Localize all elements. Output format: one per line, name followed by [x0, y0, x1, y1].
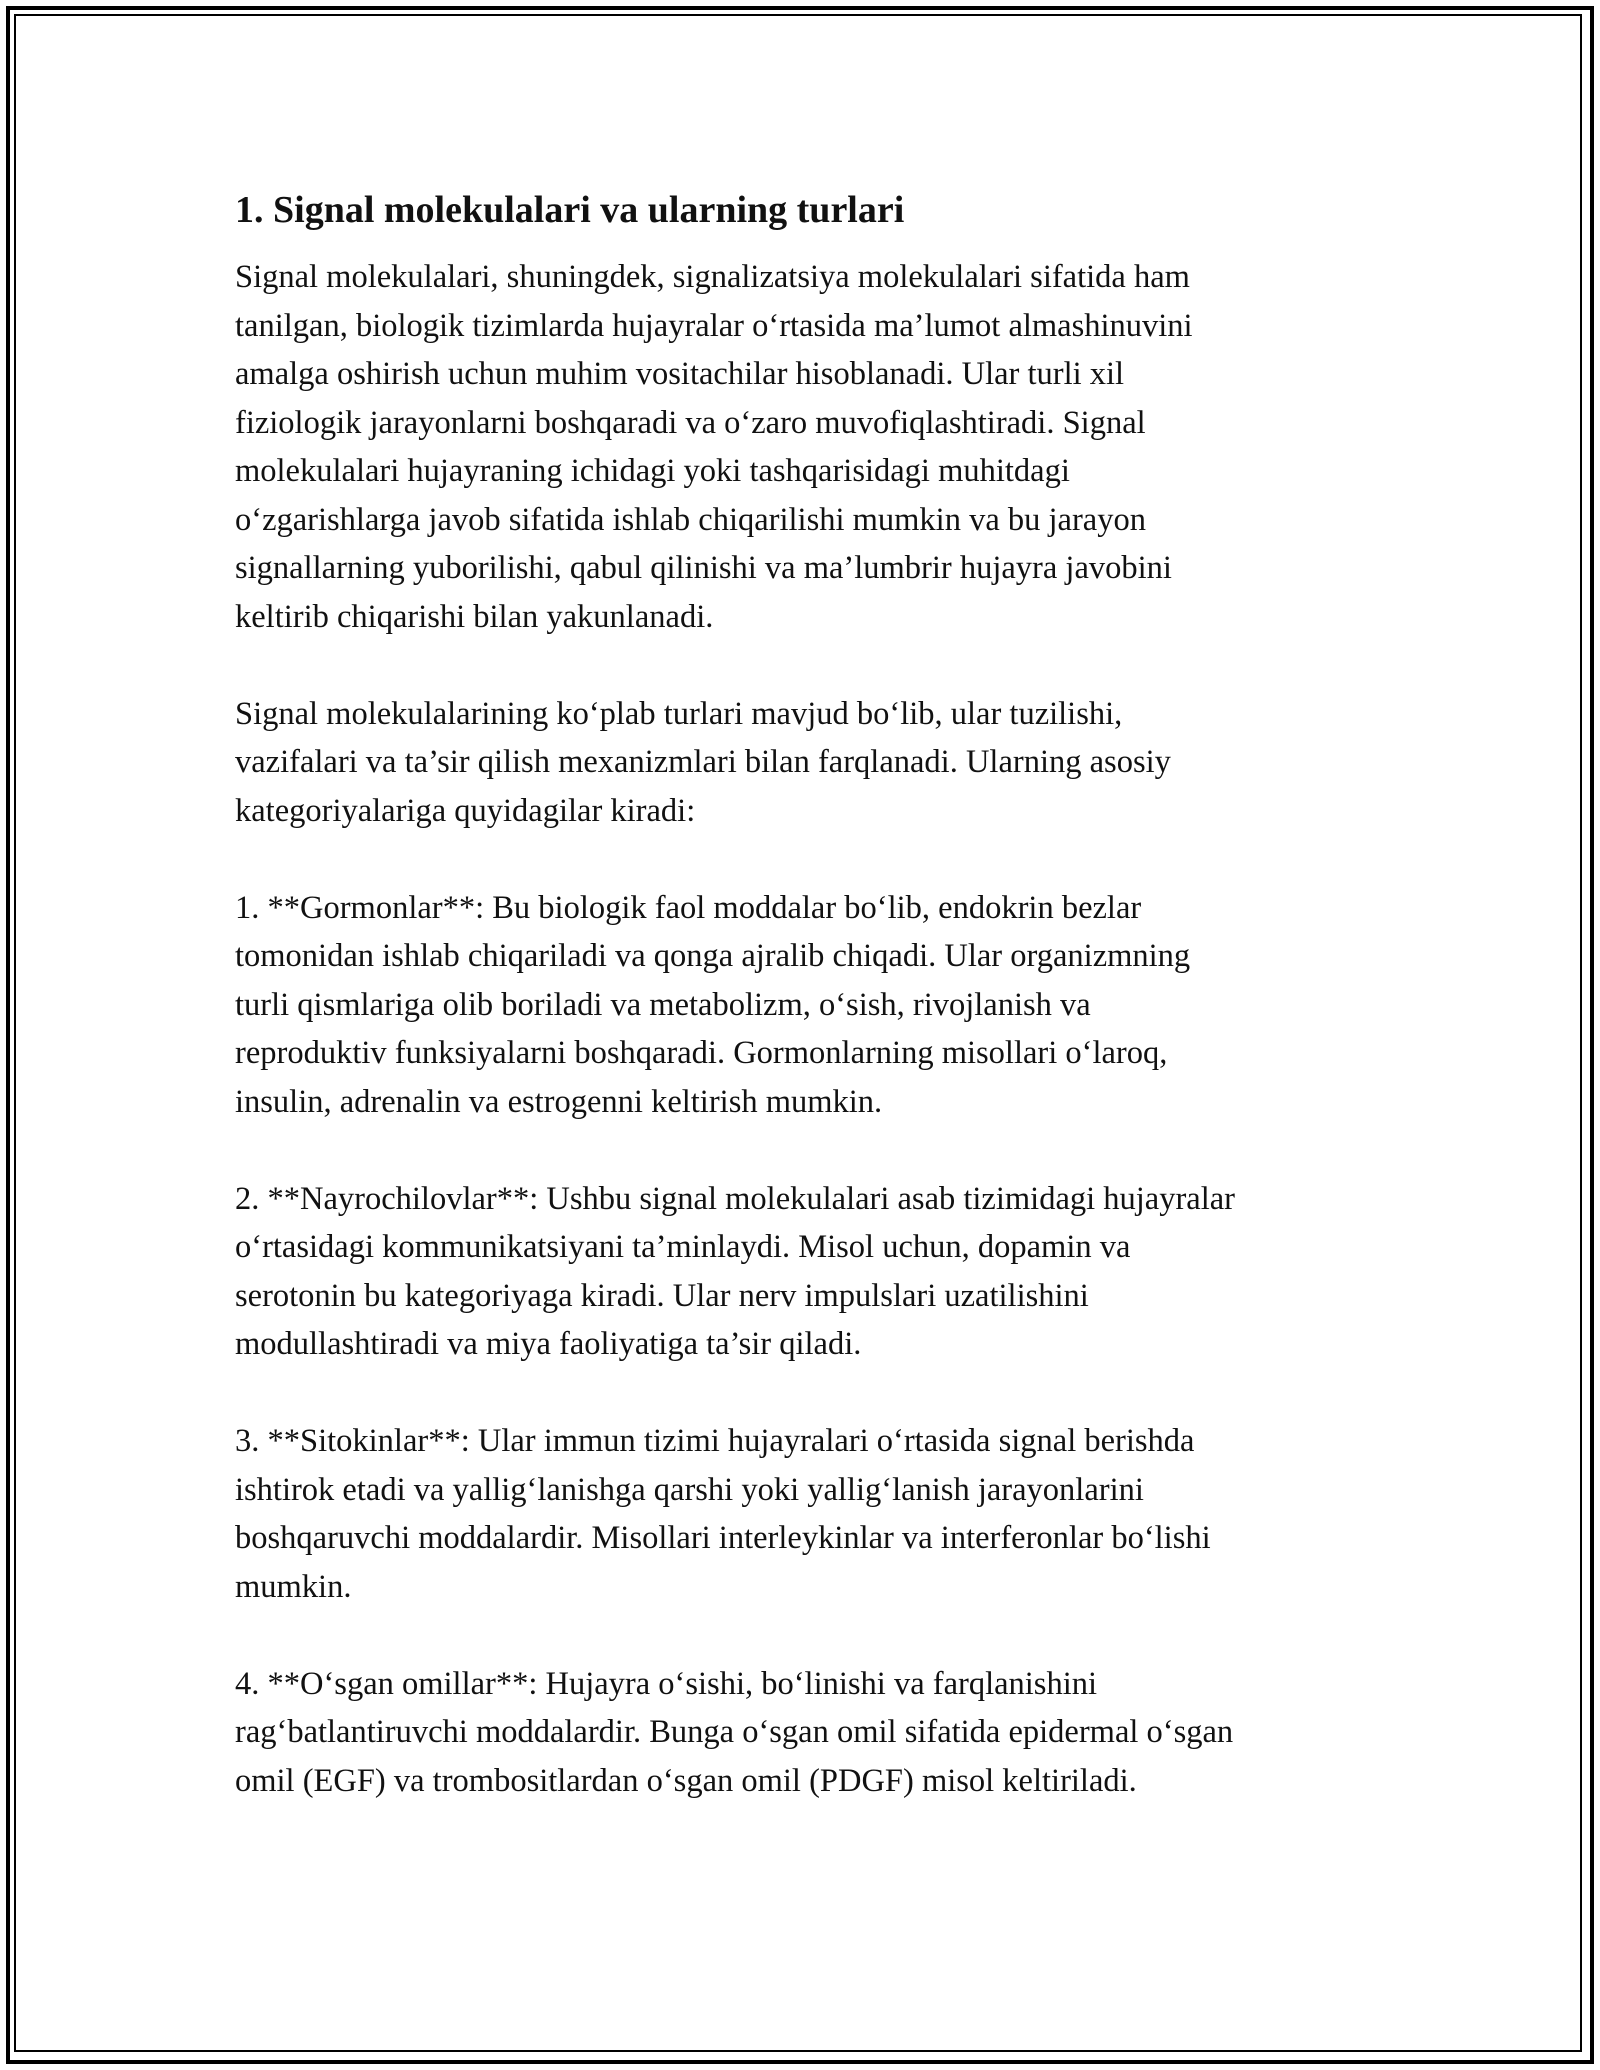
paragraph-neurotransmitters: 2. **Nayrochilovlar**: Ushbu signal molekulalari asab tizimidagi hujayralar o‘rtasidagi kommunikatsiyani ta’minlaydi. Misol uchun, dopamin va serotonin bu kategoriyaga kiradi. Ular nerv impulslari uzatilishini modullashtiradi va miya faoliyatiga ta’sir qiladi.	[235, 1180, 1236, 1362]
document-body	[235, 185, 1375, 1854]
paragraph-hormones: 1. **Gormonlar**: Bu biologik faol moddalar bo‘lib, endokrin bezlar tomonidan ishlab chiqariladi va qonga ajralib chiqadi. Ular organizmning turli qismlariga olib boriladi va metabolizm, o‘sish, rivojlanish va reproduktiv funksiyalarni boshqaradi. Gormonlarning misollari o‘laroq, insulin, adrenalin va estrogenni keltirish mumkin.	[235, 889, 1191, 1120]
paragraph-intro: Signal molekulalari, shuningdek, signalizatsiya molekulalari sifatida ham tanilgan, biologik tizimlarda hujayralar o‘rtasida ma’lumot almashinuvini amalga oshirish uchun muhim vositachilar hisoblanadi. Ular turli xil fiziologik jarayonlarni boshqaradi va o‘zaro muvofiqlashtiradi. Signal molekulalari hujayraning ichidagi yoki tashqarisidagi muhitdagi o‘zgarishlarga javob sifatida ishlab chiqarilishi mumkin va bu jarayon signallarning yuborilishi, qabul qilinishi va ma’lumbrir hujayra javobini keltirib chiqarishi bilan yakunlanadi.	[235, 259, 1193, 635]
paragraph-types-overview: Signal molekulalarining ko‘plab turlari mavjud bo‘lib, ular tuzilishi, vazifalari va ta’sir qilish mexanizmlari bilan farqlanadi. Ularning asosiy kategoriyalariga quyidagilar kiradi:	[235, 695, 1171, 829]
section-title: 1. Signal molekulalari va ularning turlari	[235, 189, 905, 231]
paragraph-growth-factors: 4. **O‘sgan omillar**: Hujayra o‘sishi, bo‘linishi va farqlanishini rag‘batlantiruvchi moddalardir. Bunga o‘sgan omil sifatida epidermal o‘sgan omil (EGF) va trombositlardan o‘sgan omil (PDGF) misol keltiriladi.	[235, 1665, 1234, 1799]
paragraph-cytokines: 3. **Sitokinlar**: Ular immun tizimi hujayralari o‘rtasida signal berishda ishtirok etadi va yallig‘lanishga qarshi yoki yallig‘lanish jarayonlarini boshqaruvchi moddalardir. Misollari interleykinlar va interferonlar bo‘lishi mumkin.	[235, 1423, 1211, 1605]
